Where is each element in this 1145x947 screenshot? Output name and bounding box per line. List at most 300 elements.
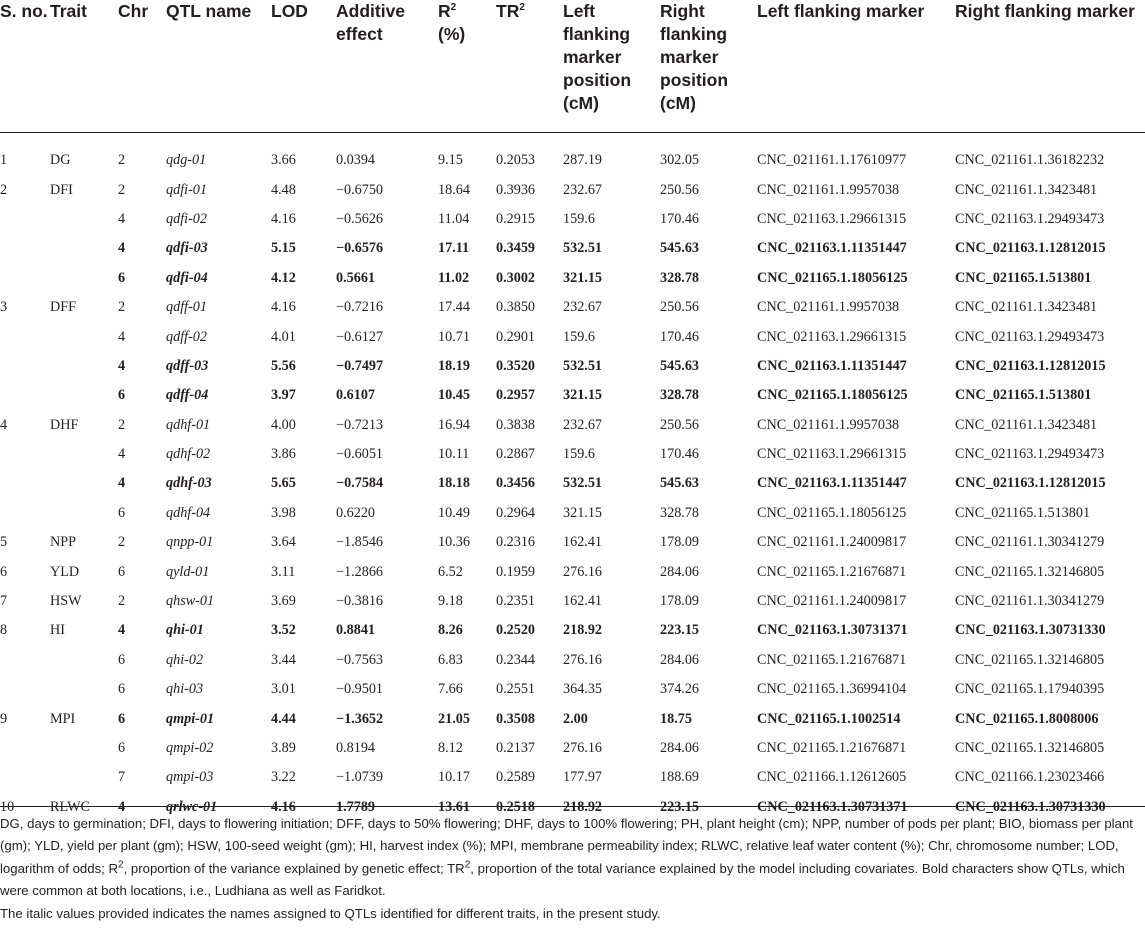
cell-right-marker: CNC_021163.1.29493473 xyxy=(955,210,1105,227)
cell-additive-effect: −1.8546 xyxy=(336,534,384,551)
table-row xyxy=(0,499,1145,528)
cell-trait xyxy=(50,264,118,293)
cell-trait: DFF xyxy=(50,299,77,316)
cell-additive-effect: 0.6220 xyxy=(336,504,376,521)
cell-chr: 6 xyxy=(118,504,126,521)
cell-r2: 18.64 xyxy=(438,181,470,198)
cell-r2: 21.05 xyxy=(438,710,470,727)
cell-right-marker-position: 223.15 xyxy=(660,798,700,815)
cell-left-marker-position: 276.16 xyxy=(563,651,603,668)
cell-trait: HI xyxy=(50,622,65,639)
cell-left-marker: CNC_021161.1.9957038 xyxy=(757,181,900,198)
table-row xyxy=(0,734,1145,763)
cell-right-marker-position: 328.78 xyxy=(660,504,700,521)
header-r2: $R^2$ (%) xyxy=(438,1,466,44)
cell-r2: 10.17 xyxy=(438,769,470,786)
cell-tr2: 0.2520 xyxy=(496,622,536,639)
table-row xyxy=(0,175,1145,204)
cell-trait xyxy=(50,352,118,381)
cell-left-marker-position: 2.00 xyxy=(563,710,588,727)
cell-left-marker: CNC_021163.1.11351447 xyxy=(757,475,907,492)
cell-trait: DHF xyxy=(50,416,79,433)
cell-r2: 18.18 xyxy=(438,475,470,492)
cell-left-marker-position: 321.15 xyxy=(563,387,603,404)
cell-left-marker-position: 532.51 xyxy=(563,357,603,374)
cell-chr: 4 xyxy=(118,210,126,227)
cell-tr2: 0.2867 xyxy=(496,446,536,463)
cell-right-marker: CNC_021165.1.17940395 xyxy=(955,681,1105,698)
cell-right-marker: CNC_021165.1.8008006 xyxy=(955,710,1099,727)
cell-left-marker: CNC_021163.1.30731371 xyxy=(757,798,908,815)
cell-chr: 6 xyxy=(118,740,126,756)
cell-tr2: 0.2957 xyxy=(496,387,536,404)
cell-left-marker: CNC_021163.1.11351447 xyxy=(757,240,907,257)
cell-qtl-name: qdfi-03 xyxy=(166,240,208,257)
cell-trait: YLD xyxy=(50,563,80,580)
cell-chr: 6 xyxy=(118,651,126,668)
cell-chr: 4 xyxy=(118,622,126,639)
cell-r2: 7.66 xyxy=(438,681,463,698)
cell-lod: 4.00 xyxy=(271,416,296,433)
cell-right-marker-position: 188.69 xyxy=(660,769,700,786)
cell-lod: 3.52 xyxy=(271,622,296,639)
header-additive-effect: Additive effect xyxy=(336,1,406,44)
header-trait: Trait xyxy=(50,1,87,21)
cell-r2: 16.94 xyxy=(438,416,470,433)
cell-qtl-name: qdhf-01 xyxy=(166,416,211,433)
cell-sno xyxy=(0,646,50,675)
cell-chr: 6 xyxy=(118,387,126,404)
table-bottom-rule xyxy=(0,806,1145,807)
cell-trait xyxy=(50,646,118,675)
cell-right-marker-position: 302.05 xyxy=(660,152,700,169)
cell-sno xyxy=(0,352,50,381)
cell-additive-effect: −1.0739 xyxy=(336,769,384,786)
cell-sno xyxy=(0,381,50,410)
cell-additive-effect: −0.7213 xyxy=(336,416,384,433)
cell-sno: 6 xyxy=(0,563,8,580)
cell-tr2: 0.3838 xyxy=(496,416,536,433)
cell-lod: 3.01 xyxy=(271,681,296,698)
cell-r2: 18.19 xyxy=(438,357,470,374)
cell-qtl-name: qyld-01 xyxy=(166,563,210,580)
cell-right-marker-position: 328.78 xyxy=(660,269,700,286)
table-row xyxy=(0,134,1145,175)
cell-r2: 6.52 xyxy=(438,563,463,580)
cell-chr: 6 xyxy=(118,681,126,698)
cell-r2: 11.02 xyxy=(438,269,470,286)
cell-right-marker-position: 170.46 xyxy=(660,210,700,227)
cell-lod: 3.86 xyxy=(271,446,296,463)
cell-qtl-name: qdfi-01 xyxy=(166,181,207,198)
cell-left-marker: CNC_021165.1.18056125 xyxy=(757,387,908,404)
cell-left-marker: CNC_021163.1.30731371 xyxy=(757,622,908,639)
cell-left-marker-position: 321.15 xyxy=(563,269,603,286)
cell-lod: 3.44 xyxy=(271,651,296,668)
cell-qtl-name: qrlwc-01 xyxy=(166,798,218,815)
cell-left-marker: CNC_021165.1.1002514 xyxy=(757,710,901,727)
cell-lod: 4.44 xyxy=(271,710,296,727)
cell-tr2: 0.2344 xyxy=(496,651,536,668)
cell-left-marker-position: 532.51 xyxy=(563,240,603,257)
cell-tr2: 0.2137 xyxy=(496,740,536,756)
cell-right-marker: CNC_021165.1.513801 xyxy=(955,269,1092,286)
cell-additive-effect: −0.6051 xyxy=(336,446,384,463)
cell-qtl-name: qdff-03 xyxy=(166,357,209,374)
cell-trait: RLWC xyxy=(50,798,90,815)
cell-r2: 17.11 xyxy=(438,240,470,257)
cell-lod: 3.89 xyxy=(271,740,296,756)
cell-right-marker: CNC_021165.1.513801 xyxy=(955,387,1092,404)
cell-left-marker-position: 162.41 xyxy=(563,593,603,610)
cell-tr2: 0.1959 xyxy=(496,563,536,580)
cell-lod: 3.64 xyxy=(271,534,296,551)
cell-r2: 10.11 xyxy=(438,446,470,463)
cell-r2: 13.61 xyxy=(438,798,470,815)
cell-qtl-name: qdhf-02 xyxy=(166,446,211,463)
table-row xyxy=(0,352,1145,381)
table-row xyxy=(0,205,1145,234)
cell-chr: 2 xyxy=(118,152,126,169)
cell-chr: 2 xyxy=(118,534,126,551)
cell-sno: 4 xyxy=(0,416,8,433)
cell-right-marker-position: 250.56 xyxy=(660,181,700,198)
cell-left-marker-position: 218.92 xyxy=(563,798,603,815)
cell-left-marker: CNC_021163.1.29661315 xyxy=(757,446,907,463)
cell-trait xyxy=(50,734,118,763)
cell-trait xyxy=(50,322,118,351)
cell-right-marker-position: 545.63 xyxy=(660,475,700,492)
cell-left-marker-position: 232.67 xyxy=(563,181,603,198)
table-row xyxy=(0,616,1145,645)
table-row xyxy=(0,322,1145,351)
cell-right-marker: CNC_021166.1.23023466 xyxy=(955,769,1105,786)
cell-sno xyxy=(0,734,50,763)
cell-left-marker: CNC_021166.1.12612605 xyxy=(757,769,907,786)
cell-additive-effect: −0.7497 xyxy=(336,357,384,374)
cell-qtl-name: qdhf-04 xyxy=(166,504,211,521)
cell-right-marker-position: 284.06 xyxy=(660,740,700,756)
cell-left-marker-position: 287.19 xyxy=(563,152,603,169)
cell-left-marker-position: 321.15 xyxy=(563,504,603,521)
table-row xyxy=(0,675,1145,704)
cell-lod: 3.98 xyxy=(271,504,296,521)
cell-trait xyxy=(50,440,118,469)
cell-tr2: 0.2915 xyxy=(496,210,536,227)
cell-chr: 4 xyxy=(118,328,126,345)
cell-left-marker-position: 276.16 xyxy=(563,740,603,756)
cell-left-marker-position: 159.6 xyxy=(563,210,595,227)
table-row xyxy=(0,646,1145,675)
cell-sno: 5 xyxy=(0,534,8,551)
cell-qtl-name: qdg-01 xyxy=(166,152,207,169)
table-body xyxy=(0,134,1145,822)
cell-right-marker: CNC_021161.1.36182232 xyxy=(955,152,1105,169)
header-right-marker: Right flanking marker xyxy=(955,1,1135,21)
cell-r2: 11.04 xyxy=(438,210,470,227)
cell-lod: 5.65 xyxy=(271,475,296,492)
cell-qtl-name: qdff-04 xyxy=(166,387,209,404)
cell-sno xyxy=(0,440,50,469)
cell-right-marker: CNC_021163.1.30731330 xyxy=(955,798,1106,815)
table-row xyxy=(0,293,1145,322)
cell-tr2: 0.2351 xyxy=(496,593,536,610)
cell-right-marker-position: 250.56 xyxy=(660,416,700,433)
cell-right-marker-position: 18.75 xyxy=(660,710,692,727)
cell-sno xyxy=(0,205,50,234)
cell-right-marker: CNC_021163.1.29493473 xyxy=(955,446,1105,463)
header-row xyxy=(0,0,1145,132)
header-qtl-name: QTL name xyxy=(166,1,252,21)
cell-left-marker: CNC_021165.1.21676871 xyxy=(757,563,907,580)
cell-chr: 4 xyxy=(118,446,126,463)
cell-left-marker: CNC_021161.1.17610977 xyxy=(757,152,907,169)
cell-tr2: 0.2901 xyxy=(496,328,536,345)
table-row xyxy=(0,587,1145,616)
cell-trait xyxy=(50,675,118,704)
cell-additive-effect: 0.0394 xyxy=(336,152,376,169)
cell-right-marker: CNC_021165.1.32146805 xyxy=(955,651,1105,668)
cell-qtl-name: qdhf-03 xyxy=(166,475,212,492)
cell-tr2: 0.2053 xyxy=(496,152,536,169)
cell-additive-effect: −0.9501 xyxy=(336,681,384,698)
cell-r2: 17.44 xyxy=(438,299,470,316)
cell-r2: 8.12 xyxy=(438,740,463,756)
cell-right-marker: CNC_021161.1.3423481 xyxy=(955,416,1098,433)
cell-lod: 3.11 xyxy=(271,563,296,580)
cell-additive-effect: −0.7563 xyxy=(336,651,384,668)
cell-additive-effect: −1.2866 xyxy=(336,563,384,580)
cell-right-marker: CNC_021161.1.30341279 xyxy=(955,593,1105,610)
cell-left-marker-position: 532.51 xyxy=(563,475,603,492)
header-right-marker-position: Right flanking marker position (cM) xyxy=(660,1,729,113)
table-row xyxy=(0,411,1145,440)
table-row xyxy=(0,528,1145,557)
cell-right-marker-position: 223.15 xyxy=(660,622,700,639)
cell-tr2: 0.3936 xyxy=(496,181,536,198)
cell-right-marker-position: 328.78 xyxy=(660,387,700,404)
cell-left-marker-position: 162.41 xyxy=(563,534,603,551)
cell-right-marker-position: 284.06 xyxy=(660,651,700,668)
cell-right-marker-position: 250.56 xyxy=(660,299,700,316)
cell-left-marker-position: 276.16 xyxy=(563,563,603,580)
cell-additive-effect: −0.6750 xyxy=(336,181,384,198)
cell-additive-effect: −1.3652 xyxy=(336,710,384,727)
header-left-marker: Left flanking marker xyxy=(757,1,925,21)
cell-tr2: 0.2964 xyxy=(496,504,536,521)
cell-lod: 4.16 xyxy=(271,299,296,316)
header-sno: S. no. xyxy=(0,1,48,21)
cell-sno xyxy=(0,234,50,263)
cell-lod: 4.16 xyxy=(271,798,296,815)
cell-lod: 3.97 xyxy=(271,387,296,404)
cell-lod: 3.22 xyxy=(271,769,296,786)
cell-left-marker-position: 232.67 xyxy=(563,299,603,316)
table-row xyxy=(0,704,1145,733)
cell-additive-effect: 0.8841 xyxy=(336,622,376,639)
cell-right-marker: CNC_021163.1.12812015 xyxy=(955,240,1106,257)
cell-right-marker-position: 374.26 xyxy=(660,681,700,698)
cell-r2: 10.49 xyxy=(438,504,470,521)
cell-additive-effect: −0.7216 xyxy=(336,299,384,316)
cell-sno xyxy=(0,499,50,528)
cell-right-marker: CNC_021161.1.30341279 xyxy=(955,534,1105,551)
cell-tr2: 0.3456 xyxy=(496,475,536,492)
cell-tr2: 0.3850 xyxy=(496,299,536,316)
cell-left-marker: CNC_021163.1.11351447 xyxy=(757,357,907,374)
table-row xyxy=(0,469,1145,498)
cell-additive-effect: 0.8194 xyxy=(336,740,376,756)
cell-chr: 6 xyxy=(118,563,126,580)
cell-trait: MPI xyxy=(50,710,76,727)
cell-additive-effect: −0.6127 xyxy=(336,328,384,345)
cell-right-marker: CNC_021165.1.32146805 xyxy=(955,563,1105,580)
cell-qtl-name: qdfi-04 xyxy=(166,269,208,286)
cell-right-marker-position: 178.09 xyxy=(660,534,700,551)
cell-left-marker-position: 364.35 xyxy=(563,681,603,698)
cell-left-marker-position: 159.6 xyxy=(563,446,595,463)
cell-chr: 2 xyxy=(118,299,126,316)
table-row xyxy=(0,264,1145,293)
cell-left-marker: CNC_021165.1.21676871 xyxy=(757,651,907,668)
cell-trait xyxy=(50,381,118,410)
cell-tr2: 0.2316 xyxy=(496,534,536,551)
header-lod: LOD xyxy=(271,1,308,21)
cell-sno: 9 xyxy=(0,710,8,727)
cell-chr: 4 xyxy=(118,475,126,492)
cell-right-marker-position: 170.46 xyxy=(660,328,700,345)
cell-qtl-name: qhi-03 xyxy=(166,681,204,698)
cell-additive-effect: 1.7789 xyxy=(336,798,376,815)
cell-sno xyxy=(0,264,50,293)
cell-left-marker-position: 159.6 xyxy=(563,328,595,345)
cell-left-marker: CNC_021161.1.9957038 xyxy=(757,299,900,316)
cell-right-marker: CNC_021161.1.3423481 xyxy=(955,299,1098,316)
cell-chr: 7 xyxy=(118,769,126,786)
cell-lod: 4.01 xyxy=(271,328,296,345)
cell-left-marker-position: 177.97 xyxy=(563,769,603,786)
cell-chr: 2 xyxy=(118,416,126,433)
footnote-italic-note: The italic values provided indicates the names assigned to QTLs identified for different traits, in the present study. xyxy=(0,905,661,921)
cell-left-marker: CNC_021165.1.18056125 xyxy=(757,269,908,286)
cell-left-marker: CNC_021165.1.36994104 xyxy=(757,681,907,698)
cell-qtl-name: qmpi-02 xyxy=(166,740,214,756)
cell-qtl-name: qhi-01 xyxy=(166,622,204,639)
cell-trait: DFI xyxy=(50,181,73,198)
cell-sno: 2 xyxy=(0,181,8,198)
cell-trait xyxy=(50,234,118,263)
table-row xyxy=(0,234,1145,263)
cell-sno: 7 xyxy=(0,593,8,610)
header-tr2: $TR^2$ xyxy=(496,1,525,21)
cell-tr2: 0.3002 xyxy=(496,269,536,286)
cell-left-marker: CNC_021161.1.24009817 xyxy=(757,593,907,610)
cell-right-marker: CNC_021163.1.30731330 xyxy=(955,622,1106,639)
cell-right-marker: CNC_021163.1.12812015 xyxy=(955,357,1106,374)
cell-right-marker: CNC_021163.1.12812015 xyxy=(955,475,1106,492)
table-row xyxy=(0,381,1145,410)
cell-lod: 3.66 xyxy=(271,152,296,169)
footnote-abbreviations: DG, days to germination; DFI, days to flowering initiation; DFF, days to 50% flowering; DHF, days to 100% flowering; PH, plant height (cm); NPP, number of pods per plant; BIO, biomass per plant (gm); YLD, yield per plant (gm); HSW, 100-seed weight (gm); HI, harvest index (%); MPI, membrane permeability index; RLWC, relative leaf water content (%); Chr, chromosome number; LOD, logarithm of odds; $R^2$, proportion of the variance explained by genetic effect; $TR^2$, proportion of the total variance explained by the model including covariates. Bold characters show QTLs, which were common at both locations, i.e., Ludhiana as well as Faridkot. xyxy=(0,816,1133,899)
cell-trait xyxy=(50,469,118,498)
cell-left-marker: CNC_021163.1.29661315 xyxy=(757,328,907,345)
cell-sno xyxy=(0,469,50,498)
cell-left-marker: CNC_021163.1.29661315 xyxy=(757,210,907,227)
header-left-marker-position: Left flanking marker position (cM) xyxy=(563,1,632,113)
cell-qtl-name: qdff-01 xyxy=(166,299,207,316)
cell-r2: 6.83 xyxy=(438,651,463,668)
cell-lod: 5.15 xyxy=(271,240,296,257)
cell-qtl-name: qdff-02 xyxy=(166,328,207,345)
cell-additive-effect: −0.3816 xyxy=(336,593,384,610)
cell-tr2: 0.2589 xyxy=(496,769,536,786)
cell-qtl-name: qmpi-03 xyxy=(166,769,214,786)
cell-qtl-name: qhi-02 xyxy=(166,651,204,668)
cell-qtl-name: qnpp-01 xyxy=(166,534,214,551)
cell-right-marker-position: 545.63 xyxy=(660,357,700,374)
cell-additive-effect: 0.5661 xyxy=(336,269,376,286)
cell-right-marker-position: 545.63 xyxy=(660,240,700,257)
cell-sno xyxy=(0,675,50,704)
cell-sno: 1 xyxy=(0,152,8,169)
cell-chr: 4 xyxy=(118,357,126,374)
cell-left-marker: CNC_021161.1.9957038 xyxy=(757,416,900,433)
cell-sno: 10 xyxy=(0,798,15,815)
cell-left-marker: CNC_021165.1.21676871 xyxy=(757,740,907,756)
cell-sno: 8 xyxy=(0,622,8,639)
cell-chr: 6 xyxy=(118,269,126,286)
cell-left-marker: CNC_021161.1.24009817 xyxy=(757,534,907,551)
cell-right-marker: CNC_021165.1.32146805 xyxy=(955,740,1105,756)
table-row xyxy=(0,557,1145,586)
cell-chr: 2 xyxy=(118,593,126,610)
cell-r2: 9.18 xyxy=(438,593,463,610)
table-row xyxy=(0,763,1145,792)
cell-tr2: 0.2518 xyxy=(496,798,536,815)
cell-left-marker-position: 218.92 xyxy=(563,622,603,639)
cell-right-marker: CNC_021163.1.29493473 xyxy=(955,328,1105,345)
footnotes xyxy=(0,813,1140,925)
cell-sno xyxy=(0,322,50,351)
cell-additive-effect: 0.6107 xyxy=(336,387,376,404)
cell-trait xyxy=(50,499,118,528)
cell-r2: 10.45 xyxy=(438,387,470,404)
cell-trait: NPP xyxy=(50,534,77,551)
cell-r2: 9.15 xyxy=(438,152,463,169)
cell-r2: 8.26 xyxy=(438,622,463,639)
cell-left-marker: CNC_021165.1.18056125 xyxy=(757,504,907,521)
cell-lod: 5.56 xyxy=(271,357,296,374)
cell-trait xyxy=(50,763,118,792)
cell-right-marker-position: 170.46 xyxy=(660,446,700,463)
cell-right-marker-position: 284.06 xyxy=(660,563,700,580)
cell-right-marker-position: 178.09 xyxy=(660,593,700,610)
cell-r2: 10.71 xyxy=(438,328,470,345)
cell-chr: 4 xyxy=(118,798,126,815)
cell-r2: 10.36 xyxy=(438,534,470,551)
cell-tr2: 0.3459 xyxy=(496,240,536,257)
cell-qtl-name: qdfi-02 xyxy=(166,210,207,227)
cell-additive-effect: −0.6576 xyxy=(336,240,384,257)
cell-right-marker: CNC_021165.1.513801 xyxy=(955,504,1091,521)
cell-qtl-name: qhsw-01 xyxy=(166,593,215,610)
cell-lod: 4.16 xyxy=(271,210,296,227)
header-chr: Chr xyxy=(118,1,149,21)
cell-sno: 3 xyxy=(0,299,8,316)
cell-trait xyxy=(50,205,118,234)
cell-lod: 4.12 xyxy=(271,269,296,286)
cell-right-marker: CNC_021161.1.3423481 xyxy=(955,181,1098,198)
